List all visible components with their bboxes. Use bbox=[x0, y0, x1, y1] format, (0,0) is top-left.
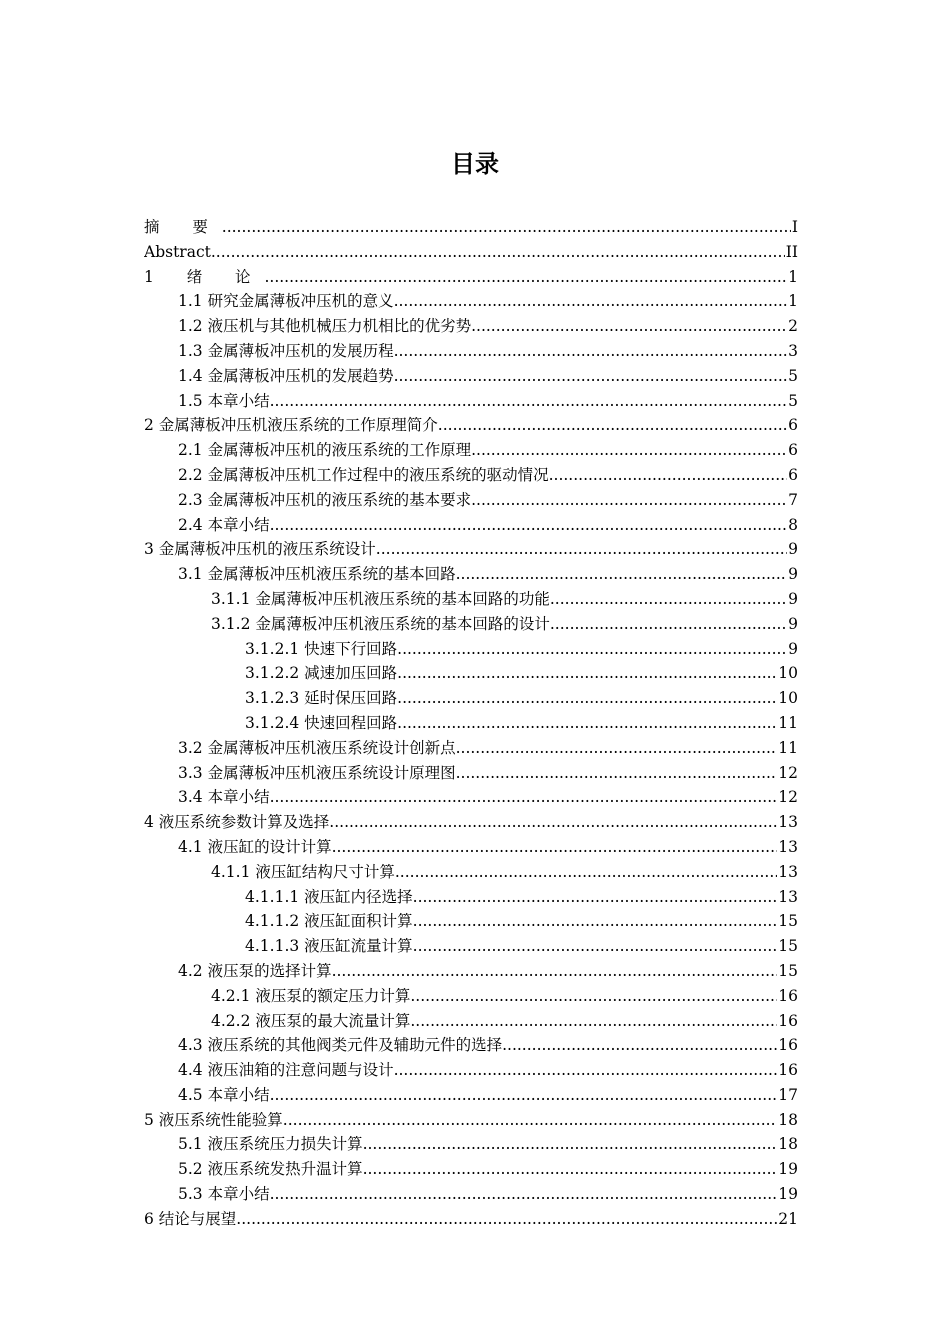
toc-entry-title: 2 金属薄板冲压机液压系统的工作原理简介 bbox=[144, 416, 438, 435]
toc-entry[interactable] bbox=[144, 612, 798, 637]
toc-entry[interactable] bbox=[144, 1182, 798, 1207]
toc-entry-title: 3.1.2.1 快速下行回路 bbox=[245, 639, 398, 658]
toc-entry-title: 3.1.2.4 快速回程回路 bbox=[245, 713, 398, 732]
dot-leader bbox=[363, 1157, 778, 1182]
toc-entry-title: Abstract bbox=[144, 242, 211, 261]
toc-entry[interactable] bbox=[144, 265, 798, 290]
dot-leader bbox=[471, 438, 787, 463]
toc-entry-title: 3.1.2.3 延时保压回路 bbox=[245, 689, 398, 708]
toc-entry-title: 2.3 金属薄板冲压机的液压系统的基本要求 bbox=[178, 490, 472, 509]
toc-entry-title: 3 金属薄板冲压机的液压系统设计 bbox=[144, 540, 376, 559]
dot-leader bbox=[283, 1108, 777, 1133]
dot-leader bbox=[394, 1058, 778, 1083]
toc-page-number: 12 bbox=[778, 763, 798, 782]
toc-entry-title: 3.1.1 金属薄板冲压机液压系统的基本回路的功能 bbox=[211, 589, 550, 608]
toc-entry[interactable] bbox=[144, 562, 798, 587]
toc-entry[interactable] bbox=[144, 934, 798, 959]
dot-leader bbox=[394, 289, 788, 314]
toc-entry-title: 3.1.2.2 减速加压回路 bbox=[245, 664, 398, 683]
toc-entry-title: 4.2.2 液压泵的最大流量计算 bbox=[211, 1011, 411, 1030]
toc-entry-title: 3.3 金属薄板冲压机液压系统设计原理图 bbox=[178, 763, 456, 782]
toc-entry-title: 4.4 液压油箱的注意问题与设计 bbox=[178, 1061, 394, 1080]
dot-leader bbox=[456, 761, 778, 786]
toc-entry-title: 1 绪 论 bbox=[144, 267, 265, 286]
toc-entry[interactable] bbox=[144, 364, 798, 389]
toc-entry-title: 4.1.1.2 液压缸面积计算 bbox=[245, 912, 413, 931]
toc-page-number: 19 bbox=[778, 1185, 798, 1204]
toc-entry[interactable] bbox=[144, 661, 798, 686]
toc-page-number: 9 bbox=[788, 639, 798, 658]
toc-entry[interactable] bbox=[144, 537, 798, 562]
toc-page-number: 11 bbox=[778, 713, 798, 732]
toc-page-number: 13 bbox=[778, 813, 798, 832]
dot-leader bbox=[397, 637, 787, 662]
table-of-contents bbox=[144, 215, 798, 1232]
toc-page-number: 6 bbox=[788, 465, 798, 484]
toc-page-number: 7 bbox=[788, 490, 798, 509]
toc-entry-title: 1.3 金属薄板冲压机的发展历程 bbox=[178, 341, 394, 360]
toc-entry[interactable] bbox=[144, 810, 798, 835]
dot-leader bbox=[264, 265, 787, 290]
toc-page-number: 10 bbox=[778, 664, 798, 683]
toc-entry[interactable] bbox=[144, 463, 798, 488]
dot-leader bbox=[410, 984, 777, 1009]
toc-entry-title: 4.1 液压缸的设计计算 bbox=[178, 837, 332, 856]
dot-leader bbox=[394, 339, 788, 364]
toc-entry-title: 1.4 金属薄板冲压机的发展趋势 bbox=[178, 366, 394, 385]
toc-entry[interactable] bbox=[144, 240, 798, 265]
toc-entry[interactable] bbox=[144, 314, 798, 339]
toc-page-number: 16 bbox=[778, 1011, 798, 1030]
toc-entry[interactable] bbox=[144, 711, 798, 736]
dot-leader bbox=[211, 240, 785, 265]
toc-entry[interactable] bbox=[144, 389, 798, 414]
toc-entry-title: 1.1 研究金属薄板冲压机的意义 bbox=[178, 292, 394, 311]
toc-entry[interactable] bbox=[144, 736, 798, 761]
toc-page-number: 13 bbox=[778, 837, 798, 856]
toc-entry-title: 4.1.1.3 液压缸流量计算 bbox=[245, 937, 413, 956]
toc-page-number: 9 bbox=[788, 614, 798, 633]
dot-leader bbox=[438, 413, 787, 438]
toc-entry[interactable] bbox=[144, 785, 798, 810]
toc-entry[interactable] bbox=[144, 686, 798, 711]
toc-entry-title: 3.1.2 金属薄板冲压机液压系统的基本回路的设计 bbox=[211, 614, 550, 633]
toc-page-number: 16 bbox=[778, 986, 798, 1005]
dot-leader bbox=[549, 463, 788, 488]
toc-entry[interactable] bbox=[144, 909, 798, 934]
dot-leader bbox=[413, 885, 778, 910]
toc-page-number: 13 bbox=[778, 887, 798, 906]
toc-entry-title: 3.4 本章小结 bbox=[178, 788, 270, 807]
toc-entry-title: 4.3 液压系统的其他阀类元件及辅助元件的选择 bbox=[178, 1036, 503, 1055]
toc-entry[interactable] bbox=[144, 413, 798, 438]
toc-page-number: 10 bbox=[778, 689, 798, 708]
toc-entry[interactable] bbox=[144, 289, 798, 314]
dot-leader bbox=[456, 562, 788, 587]
toc-page-number: 2 bbox=[788, 317, 798, 336]
toc-page-number: 9 bbox=[788, 540, 798, 559]
toc-page-number: 15 bbox=[778, 937, 798, 956]
toc-entry[interactable] bbox=[144, 984, 798, 1009]
toc-title: 目录 bbox=[451, 150, 499, 178]
toc-page-number: 5 bbox=[788, 366, 798, 385]
toc-entry-title: 5.3 本章小结 bbox=[178, 1185, 270, 1204]
dot-leader bbox=[363, 1132, 778, 1157]
dot-leader bbox=[397, 661, 777, 686]
toc-page-number: 9 bbox=[788, 565, 798, 584]
dot-leader bbox=[413, 934, 778, 959]
dot-leader bbox=[397, 686, 777, 711]
toc-page-number: 1 bbox=[788, 267, 798, 286]
toc-page-number: 15 bbox=[778, 912, 798, 931]
toc-page-number: 9 bbox=[788, 589, 798, 608]
toc-entry-title: 2.2 金属薄板冲压机工作过程中的液压系统的驱动情况 bbox=[178, 465, 549, 484]
toc-entry[interactable] bbox=[144, 1108, 798, 1133]
toc-entry[interactable] bbox=[144, 1132, 798, 1157]
dot-leader bbox=[270, 1182, 778, 1207]
toc-entry-title: 3.1 金属薄板冲压机液压系统的基本回路 bbox=[178, 565, 456, 584]
toc-page-number: 17 bbox=[778, 1085, 798, 1104]
toc-page-number: 12 bbox=[778, 788, 798, 807]
dot-leader bbox=[332, 959, 778, 984]
toc-entry-title: 4 液压系统参数计算及选择 bbox=[144, 813, 330, 832]
toc-page-number: 18 bbox=[778, 1110, 798, 1129]
dot-leader bbox=[471, 488, 787, 513]
toc-entry-title: 4.1.1 液压缸结构尺寸计算 bbox=[211, 862, 395, 881]
toc-page-number: 16 bbox=[778, 1061, 798, 1080]
toc-entry-title: 2.1 金属薄板冲压机的液压系统的工作原理 bbox=[178, 441, 472, 460]
toc-page-number: 15 bbox=[778, 961, 798, 980]
toc-entry[interactable] bbox=[144, 761, 798, 786]
dot-leader bbox=[270, 513, 788, 538]
dot-leader bbox=[410, 1009, 777, 1034]
toc-page-number: 11 bbox=[778, 738, 798, 757]
toc-entry-title: 3.2 金属薄板冲压机液压系统设计创新点 bbox=[178, 738, 456, 757]
dot-leader bbox=[413, 909, 778, 934]
toc-entry[interactable] bbox=[144, 885, 798, 910]
toc-page-number: 5 bbox=[788, 391, 798, 410]
toc-entry[interactable] bbox=[144, 1207, 798, 1232]
toc-entry-title: 6 结论与展望 bbox=[144, 1209, 237, 1228]
toc-entry-title: 4.2 液压泵的选择计算 bbox=[178, 961, 332, 980]
toc-entry[interactable] bbox=[144, 860, 798, 885]
dot-leader bbox=[394, 364, 788, 389]
toc-entry-title: 4.1.1.1 液压缸内径选择 bbox=[245, 887, 413, 906]
toc-entry-title: 5.2 液压系统发热升温计算 bbox=[178, 1160, 363, 1179]
dot-leader bbox=[236, 1207, 777, 1232]
dot-leader bbox=[332, 835, 778, 860]
toc-entry-title: 4.5 本章小结 bbox=[178, 1085, 270, 1104]
toc-entry-title: 1.2 液压机与其他机械压力机相比的优劣势 bbox=[178, 317, 472, 336]
toc-page-number: 18 bbox=[778, 1135, 798, 1154]
toc-entry[interactable] bbox=[144, 513, 798, 538]
toc-entry-title: 1.5 本章小结 bbox=[178, 391, 270, 410]
dot-leader bbox=[502, 1033, 777, 1058]
toc-entry-title: 5.1 液压系统压力损失计算 bbox=[178, 1135, 363, 1154]
toc-entry[interactable] bbox=[144, 959, 798, 984]
toc-page-number: 19 bbox=[778, 1160, 798, 1179]
dot-leader bbox=[270, 1083, 778, 1108]
toc-entry-title: 4.2.1 液压泵的额定压力计算 bbox=[211, 986, 411, 1005]
toc-page-number: 1 bbox=[788, 292, 798, 311]
dot-leader bbox=[456, 736, 778, 761]
dot-leader bbox=[395, 860, 777, 885]
toc-page-number: II bbox=[785, 242, 798, 261]
dot-leader bbox=[471, 314, 787, 339]
dot-leader bbox=[376, 537, 787, 562]
toc-entry[interactable] bbox=[144, 488, 798, 513]
dot-leader bbox=[550, 587, 787, 612]
toc-page-number: 6 bbox=[788, 416, 798, 435]
dot-leader bbox=[270, 389, 788, 414]
toc-page-number: 6 bbox=[788, 441, 798, 460]
toc-page-number: 8 bbox=[788, 515, 798, 534]
toc-entry[interactable] bbox=[144, 637, 798, 662]
toc-entry[interactable] bbox=[144, 1058, 798, 1083]
toc-page-number: I bbox=[791, 218, 798, 236]
toc-page-number: 13 bbox=[778, 862, 798, 881]
dot-leader bbox=[222, 215, 791, 240]
toc-entry[interactable] bbox=[144, 1033, 798, 1058]
toc-entry[interactable] bbox=[144, 1083, 798, 1108]
toc-entry[interactable] bbox=[144, 1009, 798, 1034]
toc-entry[interactable] bbox=[144, 438, 798, 463]
dot-leader bbox=[270, 785, 778, 810]
toc-entry[interactable] bbox=[144, 1157, 798, 1182]
dot-leader bbox=[397, 711, 777, 736]
toc-entry[interactable] bbox=[144, 587, 798, 612]
toc-entry-title: 5 液压系统性能验算 bbox=[144, 1110, 283, 1129]
toc-entry[interactable] bbox=[144, 835, 798, 860]
toc-page-number: 21 bbox=[778, 1209, 798, 1228]
toc-page-number: 16 bbox=[778, 1036, 798, 1055]
toc-entry-title: 2.4 本章小结 bbox=[178, 515, 270, 534]
dot-leader bbox=[329, 810, 777, 835]
dot-leader bbox=[550, 612, 787, 637]
toc-entry[interactable] bbox=[144, 215, 798, 240]
toc-entry[interactable] bbox=[144, 339, 798, 364]
toc-page-number: 3 bbox=[788, 341, 798, 360]
toc-entry-title: 摘 要 bbox=[144, 218, 222, 236]
